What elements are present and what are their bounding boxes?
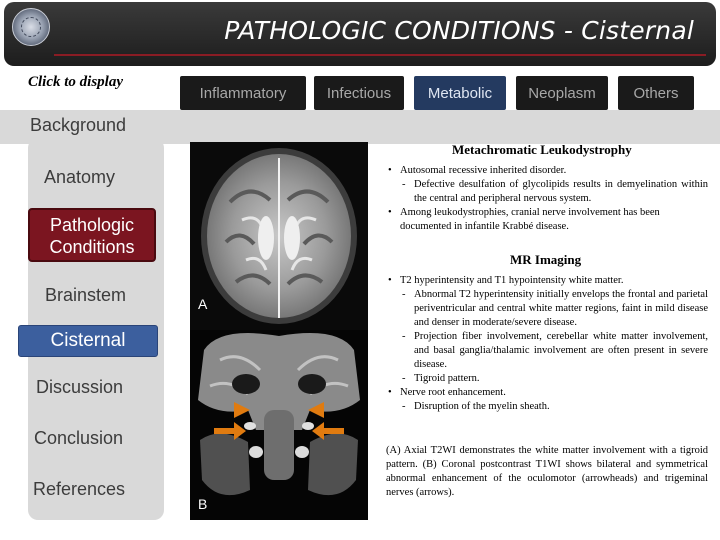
mr-bullet-1-sub-2: - Projection fiber involvement, cerebellar white matter involvement, and basal ganglia/thalamic involvement are often present in severe disease. — [388, 330, 708, 372]
tab-inflammatory[interactable]: Inflammatory — [180, 76, 306, 110]
nav-background[interactable]: Background — [30, 115, 127, 135]
nav-pathologic-conditions[interactable]: Pathologic Conditions — [28, 208, 156, 262]
mr-bullets — [388, 274, 708, 414]
tab-infectious[interactable]: Infectious — [314, 76, 404, 110]
image-b-label: B — [198, 496, 208, 512]
tab-metabolic[interactable]: Metabolic — [414, 76, 506, 110]
nav-conclusion[interactable]: Conclusion — [34, 428, 124, 448]
axial-brain-illustration — [190, 142, 368, 330]
university-seal-logo — [12, 8, 50, 46]
click-to-display-label: Click to display — [28, 74, 123, 90]
mr-image-coronal-t1 — [190, 330, 368, 520]
mr-bullet-1: • T2 hyperintensity and T1 hypointensity white matter. — [388, 274, 708, 288]
mr-bullet-1-sub-3: - Tigroid pattern. — [388, 372, 708, 386]
bullet-1: • Autosomal recessive inherited disorder. — [388, 164, 708, 178]
page-title: PATHOLOGIC CONDITIONS - Cisternal — [224, 16, 694, 45]
nav-references[interactable]: References — [33, 479, 126, 499]
nav-cisternal[interactable]: Cisternal — [18, 325, 158, 357]
mr-imaging-title: MR Imaging — [510, 252, 582, 267]
nav-brainstem[interactable]: Brainstem — [45, 285, 127, 305]
header-divider — [54, 54, 706, 56]
tab-neoplasm[interactable]: Neoplasm — [516, 76, 608, 110]
nav-discussion[interactable]: Discussion — [36, 377, 124, 397]
coronal-brain-illustration — [190, 330, 368, 520]
mr-bullet-1-sub-1: - Abnormal T2 hyperintensity initially envelops the frontal and parietal periventricular and central white matter regions, faint in mild disease and denser in moderate/severe disease. — [388, 288, 708, 330]
mr-bullet-2: • Nerve root enhancement. — [388, 386, 708, 400]
tab-others[interactable]: Others — [618, 76, 694, 110]
image-a-label: A — [198, 296, 208, 312]
disease-bullets — [388, 164, 708, 234]
bullet-2: • Among leukodystrophies, cranial nerve involvement has been documented in infantile Krabbé disease. — [388, 206, 708, 234]
nav-anatomy[interactable]: Anatomy — [44, 167, 116, 187]
header-bar — [4, 2, 716, 66]
mr-bullet-2-sub-1: - Disruption of the myelin sheath. — [388, 400, 708, 414]
bullet-1-sub-1: - Defective desulfation of glycolipids results in demyelination within the central and peripheral nervous system. — [388, 178, 708, 206]
disease-title: Metachromatic Leukodystrophy — [452, 142, 632, 157]
mr-image-axial-t2 — [190, 142, 368, 330]
figure-caption: (A) Axial T2WI demonstrates the white matter involvement with a tigroid pattern. (B) Coronal postcontrast T1WI shows bilateral and symmetrical abnormal enhancement of the oculomotor (arrowheads) and trigeminal nerves (arrows). — [386, 445, 708, 498]
